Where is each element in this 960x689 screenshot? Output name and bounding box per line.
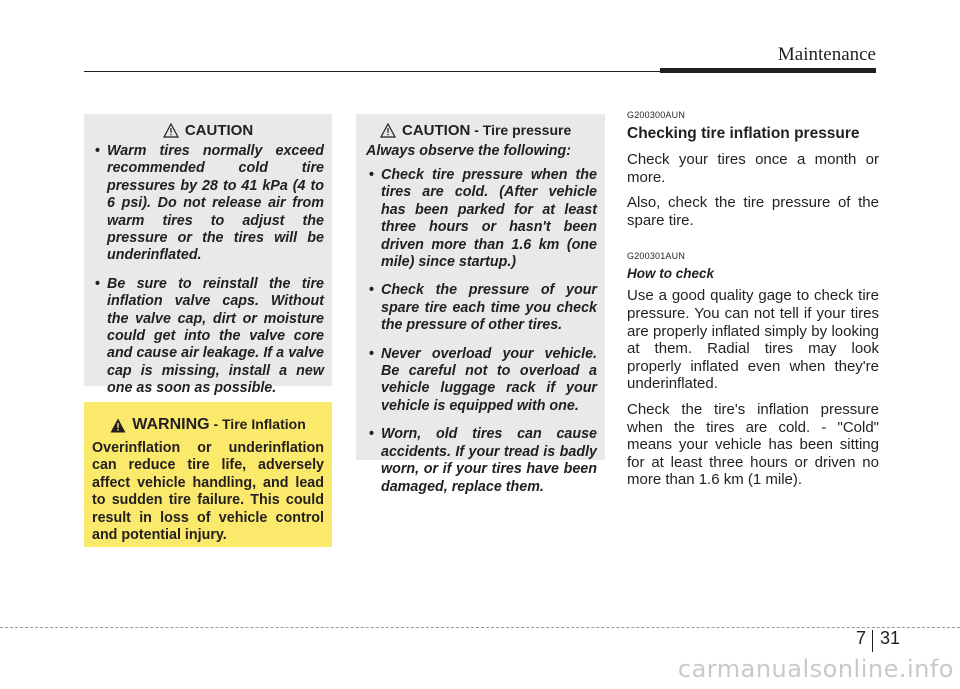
- warning-subtitle: - Tire Inflation: [209, 416, 306, 432]
- body-paragraph: Also, check the tire pressure of the spare tire.: [627, 194, 879, 229]
- caution-item: • Never overload your vehicle. Be careful not to overload a vehicle luggage rack if your vehicle is equipped with one.: [366, 346, 597, 416]
- caution-intro: Always observe the following:: [366, 143, 571, 159]
- caution-triangle-icon: [163, 123, 179, 138]
- section-code: G200300AUN: [627, 110, 686, 120]
- warning-heading: [92, 416, 324, 434]
- section-code: G200301AUN: [627, 251, 686, 262]
- page-number-separator: [872, 630, 873, 652]
- body-paragraph: Check the tire's inflation pressure when the tires are cold. - "Cold" means your vehicle has been sitting for at least three hours or driven no more than 1.6 km (1 mile).: [627, 400, 879, 489]
- subsection-heading: How to check: [627, 266, 715, 282]
- caution-heading: [366, 122, 597, 139]
- caution-box-tire-temperature: [84, 114, 332, 397]
- caution-title: CAUTION: [402, 122, 471, 139]
- section-heading: Checking tire inflation pressure: [627, 125, 860, 142]
- caution-item: • Worn, old tires can cause accidents. If your tread is badly worn, or if your tires have been damaged, replace them.: [366, 426, 597, 496]
- caution-item: • Check tire pressure when the tires are cold. (After vehicle has been parked for at least three hours or hasn't been driven more than 1.6 km (one mile) since startup.): [366, 167, 597, 271]
- caution-box-tire-pressure: [356, 114, 605, 495]
- warning-title: WARNING: [132, 416, 210, 433]
- body-paragraph: Check your tires once a month or more.: [627, 151, 879, 186]
- header-rule-accent: [660, 68, 876, 73]
- caution-list: [92, 143, 324, 398]
- caution-heading: [92, 122, 324, 139]
- watermark: carmanualsonline.info: [677, 655, 954, 683]
- body-paragraph: Use a good quality gage to check tire pressure. You can not tell if your tires are properly inflated simply by looking at them. Radial tires may look properly inflated even when they're underinflated.: [627, 287, 879, 393]
- caution-list: [366, 167, 597, 496]
- footer-divider: [0, 627, 960, 628]
- caution-item: • Check the pressure of your spare tire each time you check the pressure of other tires.: [366, 282, 597, 334]
- chapter-number: 7: [856, 628, 867, 648]
- caution-triangle-icon: [380, 123, 396, 138]
- warning-box-tire-inflation: [84, 402, 332, 547]
- caution-item: • Be sure to reinstall the tire inflation valve caps. Without the valve cap, dirt or moisture could get into the valve core and cause air leakage. If a valve cap is missing, install a new one as soon as possible.: [92, 276, 324, 398]
- caution-subtitle: - Tire pressure: [470, 122, 572, 138]
- warning-body: Overinflation or underinflation can reduce tire life, adversely affect vehicle handling, and lead to sudden tire failure. This could result in loss of vehicle control and potential injury.: [92, 440, 324, 544]
- header-rule: [84, 71, 660, 72]
- caution-item: • Warm tires normally exceed recommended cold tire pressures by 28 to 41 kPa (4 to 6 psi). Do not release air from warm tires to adjust the pressure or the tires will be underinflated.: [92, 143, 324, 265]
- caution-title: CAUTION: [184, 122, 254, 139]
- page-section-title: Maintenance: [777, 44, 876, 65]
- warning-triangle-icon: [110, 418, 126, 433]
- page-number: 31: [880, 628, 901, 648]
- body-text-column: [627, 110, 879, 497]
